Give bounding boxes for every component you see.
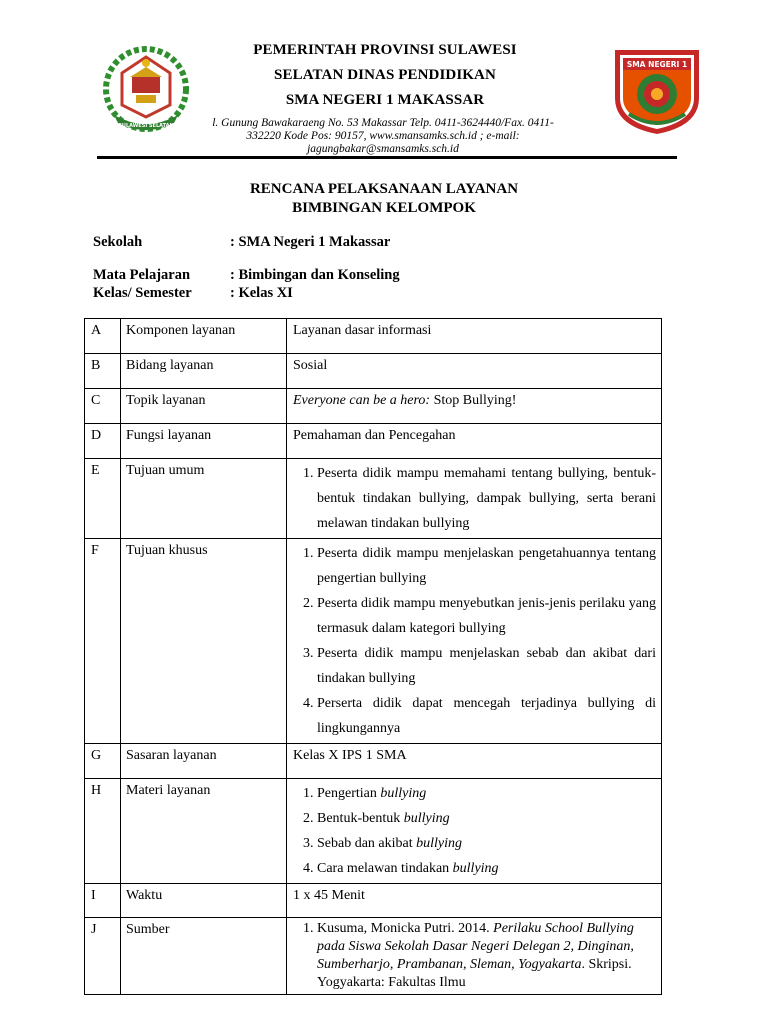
row-code: C — [85, 389, 121, 424]
address-line-1: l. Gunung Bawakaraeng No. 53 Makassar Telp. 0411-3624440/Fax. 0411- — [212, 117, 554, 129]
service-plan-table — [84, 318, 662, 995]
table-row — [85, 539, 662, 744]
row-code: D — [85, 424, 121, 459]
table-row — [85, 744, 662, 779]
list-item: 2. Bentuk-bentuk bullying — [317, 806, 656, 831]
identity-label: Kelas/ Semester — [93, 285, 192, 301]
row-code: G — [85, 744, 121, 779]
list-item: 2. Peserta didik mampu menyebutkan jenis-jenis perilaku yang termasuk dalam kategori bullying — [317, 591, 656, 641]
table-row — [85, 918, 662, 995]
letterhead-line-2: SELATAN DINAS PENDIDIKAN — [274, 67, 496, 83]
topic-rest: Stop Bullying! — [430, 393, 517, 408]
address-line-3: jagungbakar@smansamks.sch.id — [307, 143, 459, 155]
row-label: Komponen layanan — [121, 319, 287, 354]
row-label: Sumber — [121, 918, 287, 995]
row-value: Layanan dasar informasi — [287, 319, 662, 354]
list-item: 3. Sebab dan akibat bullying — [317, 831, 656, 856]
identity-value: : SMA Negeri 1 Makassar — [230, 234, 391, 250]
table-row — [85, 459, 662, 539]
document-title-line-2: BIMBINGAN KELOMPOK — [292, 200, 476, 216]
row-label: Waktu — [121, 884, 287, 918]
row-label: Tujuan khusus — [121, 539, 287, 744]
row-label: Tujuan umum — [121, 459, 287, 539]
row-value: 1 x 45 Menit — [287, 884, 662, 918]
emblem-banner-text: SULAWESI SELATAN — [118, 123, 174, 129]
list-item: 4. Cara melawan tindakan bullying — [317, 856, 656, 881]
document-title-line-1: RENCANA PELAKSANAAN LAYANAN — [249, 181, 519, 197]
badge-title-text: SMA NEGERI 1 — [626, 60, 688, 69]
row-value — [287, 389, 662, 424]
row-code: E — [85, 459, 121, 539]
list-item: 3. Peserta didik mampu menjelaskan sebab dan akibat dari tindakan bullying — [317, 641, 656, 691]
row-code: F — [85, 539, 121, 744]
row-value: Kelas X IPS 1 SMA — [287, 744, 662, 779]
letterhead-address — [198, 117, 568, 156]
address-line-2: 332220 Kode Pos: 90157, www.smansamks.sch.id ; e-mail: — [246, 130, 520, 142]
row-code: J — [85, 918, 121, 995]
row-code: H — [85, 779, 121, 884]
table-row — [85, 884, 662, 918]
row-label: Bidang layanan — [121, 354, 287, 389]
identity-label: Mata Pelajaran — [93, 267, 191, 283]
row-value: Pemahaman dan Pencegahan — [287, 424, 662, 459]
reference-list — [293, 920, 656, 992]
list-item: 1. Peserta didik mampu menjelaskan pengetahuannya tentang pengertian bullying — [317, 541, 656, 591]
table-row — [85, 354, 662, 389]
identity-value: : Kelas XI — [230, 285, 293, 301]
letterhead-school-name: SMA NEGERI 1 MAKASSAR — [285, 92, 485, 108]
specific-goals-list — [293, 541, 656, 741]
row-code: I — [85, 884, 121, 918]
row-label: Fungsi layanan — [121, 424, 287, 459]
province-emblem-logo — [100, 43, 192, 135]
general-goals-list — [293, 461, 656, 536]
list-item: 1. Kusuma, Monicka Putri. 2014. Perilaku School Bullying pada Siswa Sekolah Dasar Negeri Delegan 2, Dinginan, Sumberharjo, Prambanan, Sleman, Yogyakarta. Skripsi. Yogyakarta: Fakultas Ilmu — [317, 920, 656, 992]
list-item: 4. Perserta didik dapat mencegah terjadinya bullying di lingkungannya — [317, 691, 656, 741]
list-item: 1. Pengertian bullying — [317, 781, 656, 806]
topic-italic: Everyone can be a hero: — [293, 393, 431, 408]
row-code: B — [85, 354, 121, 389]
school-badge-logo — [607, 44, 707, 136]
row-code: A — [85, 319, 121, 354]
row-value: Sosial — [287, 354, 662, 389]
letterhead-line-1: PEMERINTAH PROVINSI SULAWESI — [253, 42, 517, 58]
row-label: Topik layanan — [121, 389, 287, 424]
material-list — [293, 781, 656, 881]
table-row — [85, 779, 662, 884]
identity-label: Sekolah — [93, 234, 143, 250]
table-row — [85, 424, 662, 459]
table-row — [85, 319, 662, 354]
row-label: Materi layanan — [121, 779, 287, 884]
list-item: 1. Peserta didik mampu memahami tentang bullying, bentuk-bentuk tindakan bullying, dampak bullying, serta berani melawan tindakan bullying — [317, 461, 656, 536]
table-row — [85, 389, 662, 424]
row-label: Sasaran layanan — [121, 744, 287, 779]
identity-value: : Bimbingan dan Konseling — [230, 267, 400, 283]
letterhead-divider — [97, 156, 677, 159]
